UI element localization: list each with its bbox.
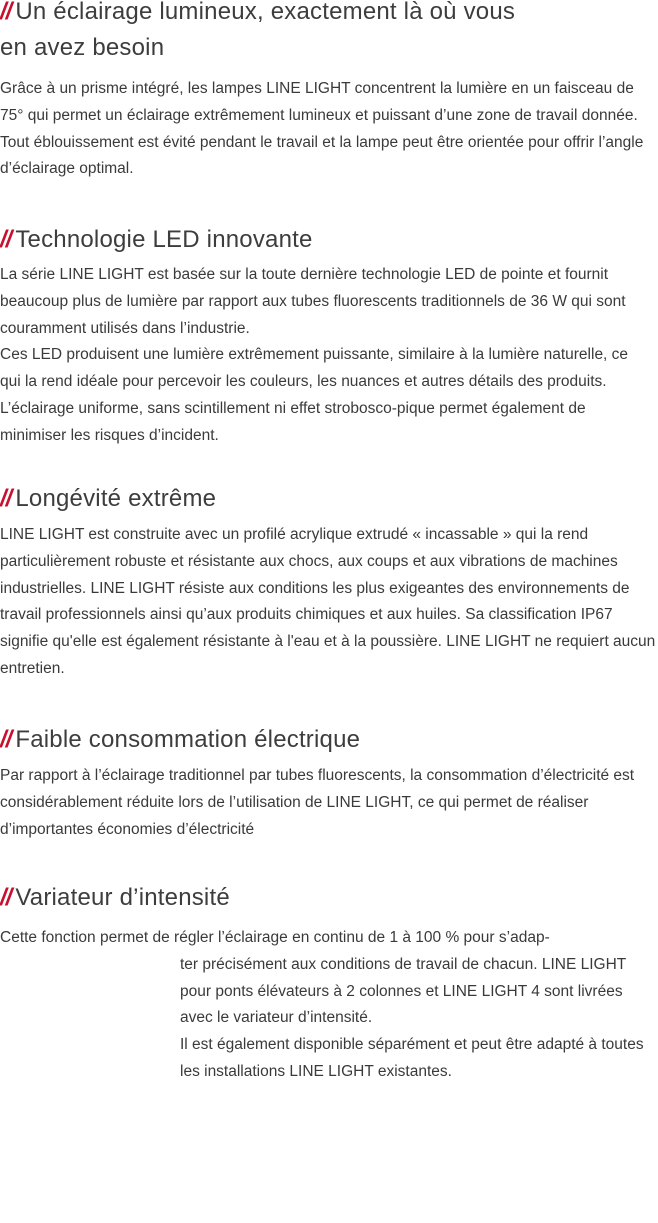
section-heading bbox=[0, 0, 658, 66]
heading-text-line1: Un éclairage lumineux, exactement là où vous bbox=[15, 0, 516, 25]
heading-marker: // bbox=[0, 0, 12, 25]
heading-marker: // bbox=[0, 884, 12, 911]
heading-marker: // bbox=[0, 726, 12, 753]
section-variateur bbox=[0, 880, 658, 1086]
section-paragraph-rest: ter précisément aux conditions de travail de chacun. LINE LIGHT pour ponts élévateurs à 2 colonnes et LINE LIGHT 4 sont livrées avec le variateur d’intensité. bbox=[180, 955, 626, 1027]
section-paragraph: LINE LIGHT est construite avec un profilé acrylique extrudé « incassable » qui la rend particulièrement robuste et résistante aux chocs, aux coups et aux vibrations de machines industrielles. LINE LIGHT résiste aux conditions les plus exigeantes des environnements de travail professionnels ainsi qu’aux produits chimiques et aux huiles. Sa classification IP67 signifie qu'elle est également résistante à l'eau et à la poussière. LINE LIGHT ne requiert aucun entretien. bbox=[0, 526, 656, 677]
section-eclairage bbox=[0, 0, 658, 183]
section-heading bbox=[0, 481, 658, 517]
section-paragraph: La série LINE LIGHT est basée sur la toute dernière technologie LED de pointe et fournit beaucoup plus de lumière par rapport aux tubes fluorescents traditionnels de 36 W qui sont couramment utilisés dans l’industrie. bbox=[0, 266, 626, 337]
section-consommation bbox=[0, 722, 658, 843]
section-longevite bbox=[0, 481, 658, 683]
heading-marker: // bbox=[0, 226, 12, 253]
heading-marker: // bbox=[0, 485, 12, 512]
heading-text: Longévité extrême bbox=[15, 485, 217, 512]
section-heading bbox=[0, 222, 658, 258]
heading-text-line2: en avez besoin bbox=[0, 34, 165, 61]
section-technologie-led bbox=[0, 222, 658, 450]
section-heading bbox=[0, 722, 658, 758]
section-paragraph-2: Ces LED produisent une lumière extrêmement puissante, similaire à la lumière naturelle, ce qui la rend idéale pour percevoir les couleurs, les nuances et autres détails des produits. L’éclairage uniforme, sans scintillement ni effet strobosco-pique permet également de minimiser les risques d’incident. bbox=[0, 346, 629, 444]
heading-text: Technologie LED innovante bbox=[15, 226, 313, 253]
indented-paragraph-block bbox=[180, 952, 658, 1086]
heading-text: Faible consommation électrique bbox=[15, 726, 361, 753]
section-paragraph: Grâce à un prisme intégré, les lampes LINE LIGHT concentrent la lumière en un faisceau de 75° qui permet un éclairage extrêmement lumineux et puissant d’une zone de travail donnée. Tout éblouissement est évité pendant le travail et la lampe peut être orientée pour offrir l’angle d’éclairage optimal. bbox=[0, 80, 644, 178]
section-paragraph-2: Il est également disponible séparément et peut être adapté à toutes les installations LINE LIGHT existantes. bbox=[180, 1036, 644, 1080]
section-paragraph: Par rapport à l’éclairage traditionnel par tubes fluorescents, la consommation d’électricité est considérablement réduite lors de l’utilisation de LINE LIGHT, ce qui permet de réaliser d’importantes économies d’électricité bbox=[0, 767, 635, 838]
section-heading bbox=[0, 880, 658, 916]
section-paragraph-first-line: Cette fonction permet de régler l’éclairage en continu de 1 à 100 % pour s’adap- bbox=[0, 929, 550, 946]
heading-text: Variateur d’intensité bbox=[15, 884, 230, 911]
